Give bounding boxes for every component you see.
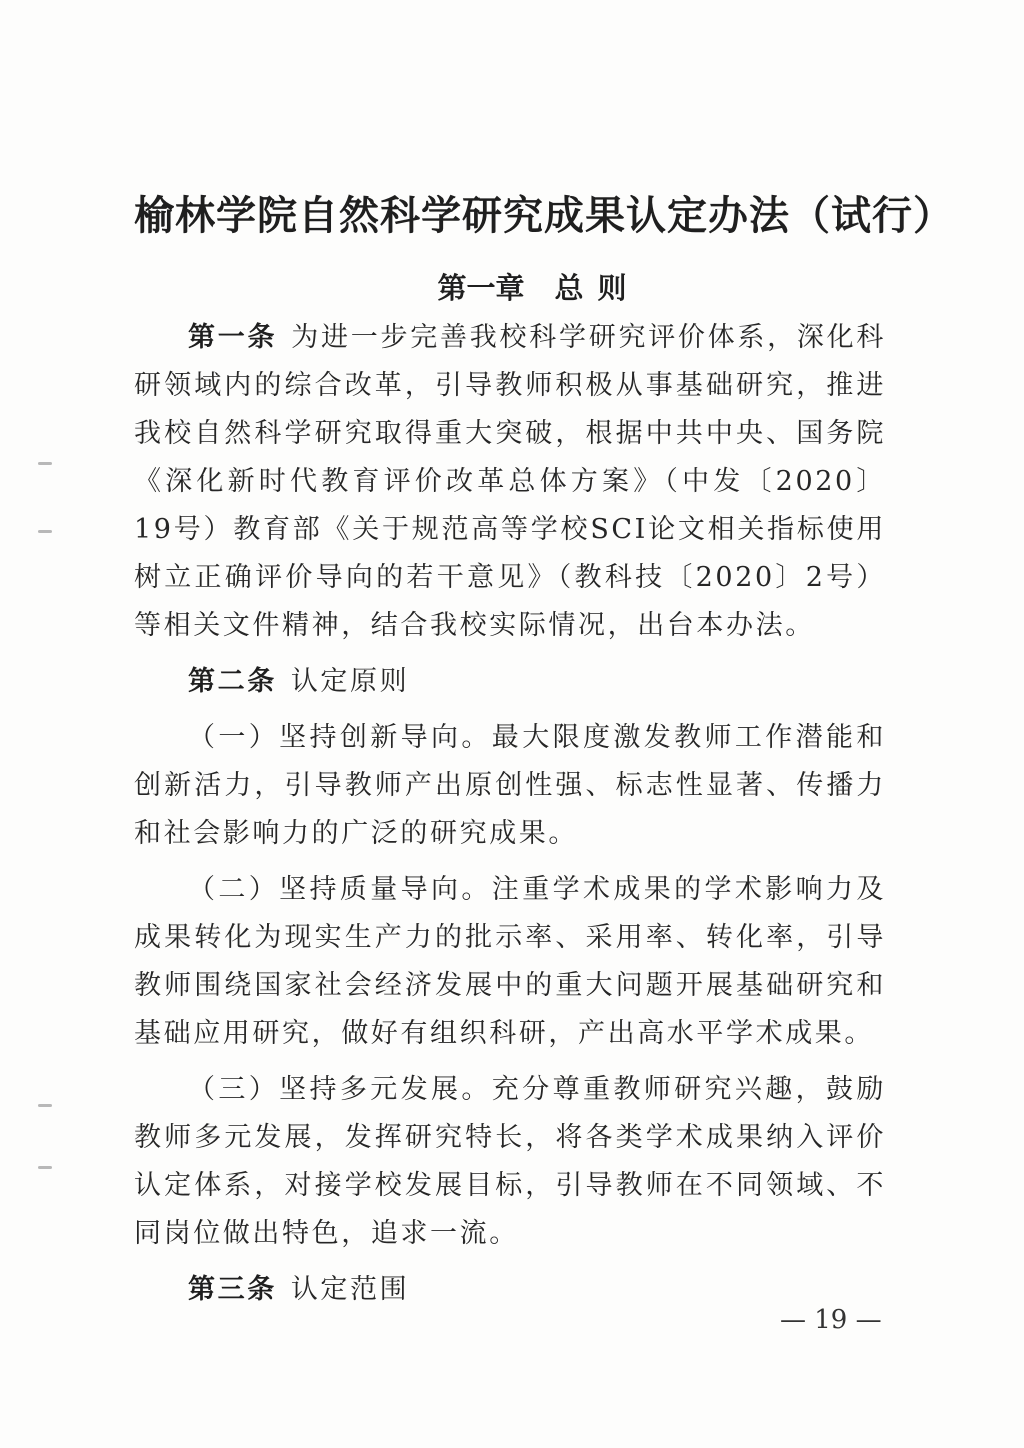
principle-text-line: 家社会经济发展中的重大问题开展基础研究和基础应用研究， (134, 970, 886, 1049)
article-text: 认定范围 (290, 1274, 410, 1305)
chapter-heading (0, 266, 1024, 307)
principle-text-line: （二）坚持质量导向。注重学术成果的学术影响力及成果转 (134, 874, 886, 953)
article-text-line: 为进一步完善我校科学研究评价体系，深化科研领 (134, 322, 887, 401)
principle-text-line: 对接学校发展目标，引导教师在不同领域、不同岗位做出特色， (134, 1170, 886, 1249)
article-heading: 第一条 (188, 322, 278, 353)
document-body (134, 314, 886, 1314)
principle-text-line: 力，引导教师产出原创性强、标志性显著、传播力和社会影响 (134, 770, 886, 849)
article-3 (134, 1266, 886, 1314)
chapter-name-part: 总 (554, 271, 584, 305)
page-number: — 19 — (780, 1305, 882, 1335)
article-text-line: 域内的综合改革，引导教师积极从事基础研究，推进我校自然 (134, 370, 886, 449)
article-text: 认定原则 (290, 666, 410, 697)
principle-text-line: 力的广泛的研究成果。 (282, 818, 578, 849)
article-text-line: 教育评价改革总体方案》（中发〔2020〕19号）教育部《关于规 (134, 466, 886, 545)
principle-text-line: 化为现实生产力的批示率、采用率、转化率，引导教师围绕国 (134, 922, 886, 1001)
chapter-name-part: 则 (597, 271, 627, 305)
article-heading: 第三条 (188, 1274, 277, 1305)
article-heading: 第二条 (188, 666, 277, 697)
principle-text-line: 元发展，发挥研究特长，将各类学术成果纳入评价认定体系， (134, 1122, 886, 1201)
article-1 (134, 314, 886, 650)
article-text-line: 见》（教科技〔2020〕2号）等相关文件精神，结合我校实际情 (134, 562, 887, 641)
principle-text-line: 做好有组织科研，产出高水平学术成果。 (341, 1018, 875, 1049)
article-text-line: 范高等学校SCI论文相关指标使用树立正确评价导向的若干意 (134, 514, 886, 593)
scan-margin-mark (38, 1104, 52, 1107)
article-text-line: 况，出台本办法。 (578, 610, 815, 641)
chapter-number: 第一章 (437, 271, 525, 305)
principle-2 (134, 866, 886, 1058)
document-title: 榆林学院自然科学研究成果认定办法（试行） (134, 192, 954, 239)
scan-margin-mark (38, 530, 52, 533)
scan-margin-mark (38, 1166, 52, 1169)
scan-margin-mark (38, 462, 52, 465)
principle-text-line: （三）坚持多元发展。充分尊重教师研究兴趣，鼓励教师多 (134, 1074, 886, 1153)
principle-text-line: 追求一流。 (370, 1218, 519, 1249)
article-text-line: 科学研究取得重大突破，根据中共中央、国务院《深化新时代 (134, 418, 886, 497)
principle-1 (134, 714, 886, 858)
article-2 (134, 658, 886, 706)
principle-3 (134, 1066, 886, 1258)
principle-text-line: （一）坚持创新导向。最大限度激发教师工作潜能和创新活 (134, 722, 886, 801)
